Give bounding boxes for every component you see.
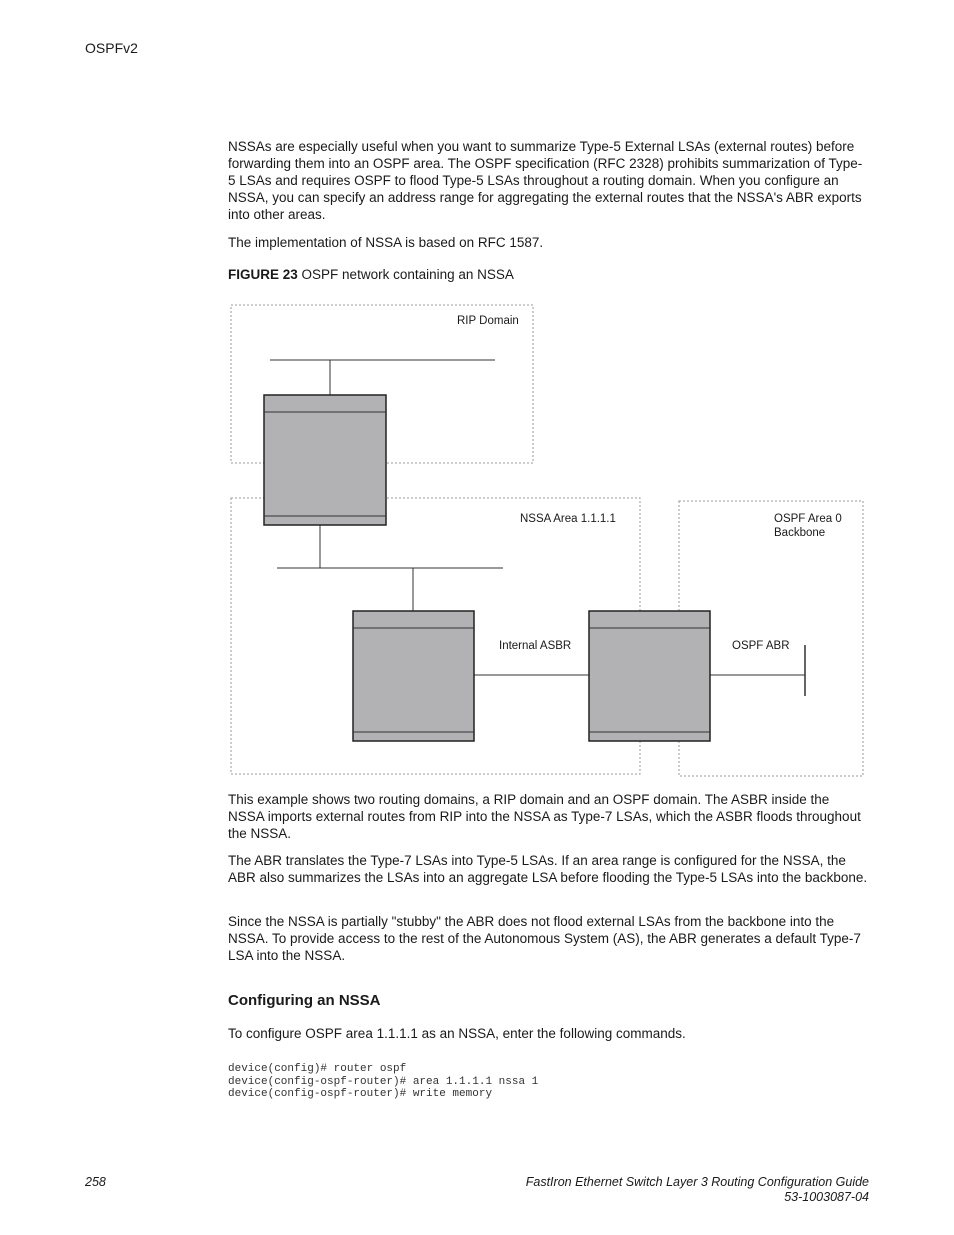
section-heading: Configuring an NSSA	[228, 992, 381, 1009]
label-nssa-area: NSSA Area 1.1.1.1	[520, 513, 616, 525]
code-line: device(config-ospf-router)# area 1.1.1.1 nssa 1	[228, 1075, 539, 1088]
label-rip-domain: RIP Domain	[457, 315, 519, 327]
code-line: device(config-ospf-router)# write memory	[228, 1088, 493, 1100]
doc-number: 53-1003087-04	[784, 1190, 869, 1204]
label-internal-asbr: Internal ASBR	[499, 640, 572, 652]
section-intro: To configure OSPF area 1.1.1.1 as an NSSA, enter the following commands.	[228, 1026, 686, 1041]
running-header: OSPFv2	[85, 40, 138, 56]
intro-paragraph-1: NSSAs are especially useful when you want to summarize Type-5 External LSAs (external routes) before forwarding them into an OSPF area. The OSPF specification (RFC 2328) prohibits summarization of Type-5 LSAs and requires OSPF to flood Type-5 LSAs throughout a routing domain. When you configure an NSSA, you can specify an address range for aggregating the external routes that the NSSA's ABR exports into other areas.	[228, 139, 863, 222]
body-paragraph-1: This example shows two routing domains, a RIP domain and an OSPF domain. The ASBR inside the NSSA imports external routes from RIP into the NSSA as Type-7 LSAs, which the ASBR floods throughout the NSSA.	[228, 792, 861, 841]
footer-doc-info	[526, 1175, 869, 1205]
rip-asbr-router	[264, 395, 386, 525]
doc-title: FastIron Ethernet Switch Layer 3 Routing Configuration Guide	[525, 1175, 869, 1189]
body-paragraph-2: The ABR translates the Type-7 LSAs into Type-5 LSAs. If an area range is configured for the NSSA, the ABR also summarizes the LSAs into an aggregate LSA before flooding the Type-5 LSAs into the backbone.	[228, 853, 868, 885]
figure-title: OSPF network containing an NSSA	[301, 267, 514, 282]
code-block	[228, 1063, 538, 1101]
page-number: 258	[85, 1175, 106, 1189]
label-ospf-abr: OSPF ABR	[732, 640, 790, 652]
label-ospf-area0-line1: OSPF Area 0	[774, 513, 842, 525]
label-ospf-area0-line2: Backbone	[774, 527, 826, 539]
intro-paragraph-2: The implementation of NSSA is based on RFC 1587.	[228, 235, 544, 250]
internal-asbr-router	[353, 611, 474, 741]
body-paragraph-3: Since the NSSA is partially "stubby" the ABR does not flood external LSAs from the backbone into the NSSA. To provide access to the rest of the Autonomous System (AS), the ABR generates a default Type-7 LSA into the NSSA.	[228, 914, 861, 963]
code-line: device(config)# router ospf	[228, 1063, 407, 1075]
ospf-abr-router	[589, 611, 710, 741]
figure-number: FIGURE 23	[228, 267, 298, 282]
